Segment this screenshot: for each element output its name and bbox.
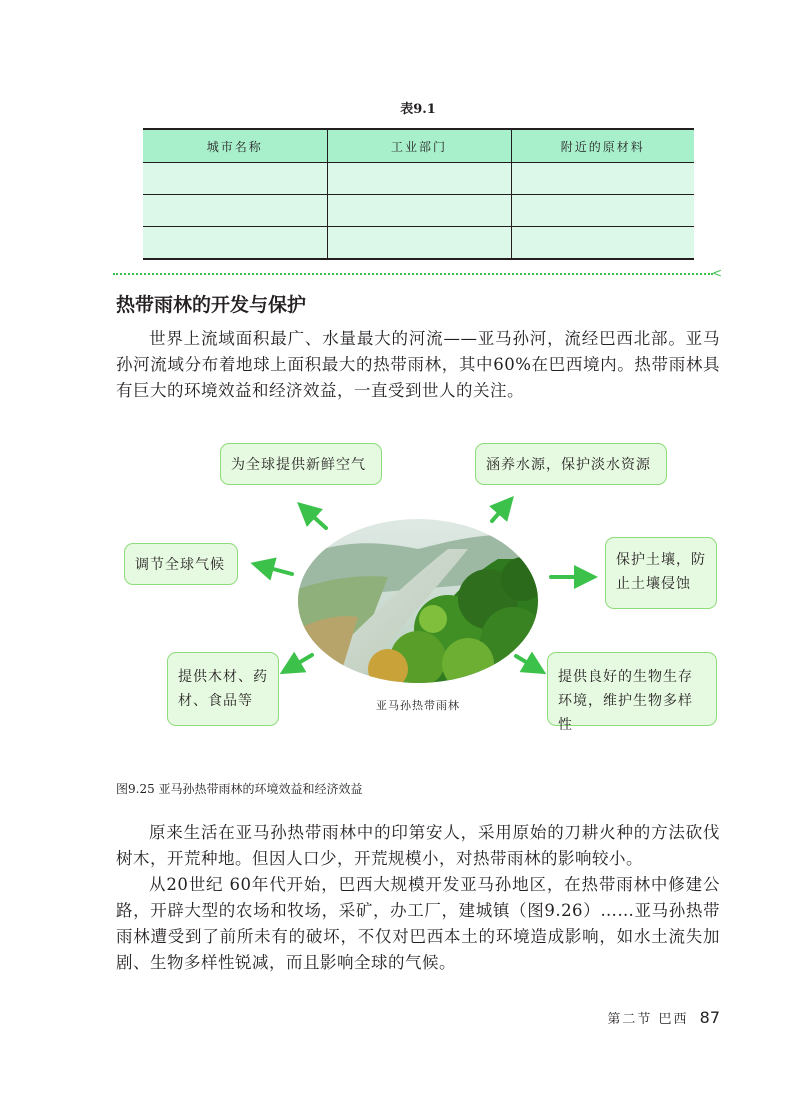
arrow-to-water-icon <box>492 505 506 521</box>
page-footer <box>540 1008 720 1027</box>
benefit-resources: 提供木材、药材、食品等 <box>167 652 279 726</box>
column-header-city: 城市名称 <box>143 129 327 163</box>
benefit-climate-regulation: 调节全球气候 <box>124 543 238 585</box>
section-heading: 热带雨林的开发与保护 <box>116 294 307 316</box>
arrow-to-habitat-icon <box>516 656 536 668</box>
page-number: 87 <box>699 1008 720 1027</box>
benefit-biodiversity: 提供良好的生物生存环境，维护生物多样性 <box>547 652 717 726</box>
column-header-materials: 附近的原材料 <box>511 129 694 163</box>
chevron-left-icon: < <box>712 266 723 280</box>
column-header-industry: 工业部门 <box>327 129 511 163</box>
benefit-soil-protection: 保护土壤，防止土壤侵蚀 <box>605 537 717 609</box>
arrow-to-climate-icon <box>262 566 292 574</box>
figure-caption: 图9.25 亚马孙热带雨林的环境效益和经济效益 <box>116 782 363 796</box>
arrow-to-fresh-air-icon <box>306 510 326 528</box>
rainforest-illustration <box>298 519 538 683</box>
body-paragraph: 世界上流域面积最广、水量最大的河流——亚马孙河，流经巴西北部。亚马孙河流域分布着地球上面积最大的热带雨林，其中60%在巴西境内。热带雨林具有巨大的环境效益和经济效益，一直受到世人的关注。 <box>116 329 720 400</box>
rainforest-caption: 亚马孙热带雨林 <box>376 699 460 712</box>
body-paragraph: 原来生活在亚马孙热带雨林中的印第安人，采用原始的刀耕火种的方法砍伐树木，开荒种地。但因人口少，开荒规模小，对热带雨林的影响较小。 <box>116 823 720 868</box>
body-paragraph: 从20世纪 60年代开始，巴西大规模开发亚马孙地区，在热带雨林中修建公路，开辟大型的农场和牧场，采矿，办工厂，建城镇（图9.26）……亚马孙热带雨林遭受到了前所未有的破坏，不仅对巴西本土的环境造成影响，如水土流失加剧、生物多样性锐减，而且影响全球的气候。 <box>116 875 720 972</box>
benefit-water-conservation: 涵养水源，保护淡水资源 <box>475 443 667 485</box>
table-caption: 表9.1 <box>400 102 436 117</box>
benefit-fresh-air: 为全球提供新鲜空气 <box>220 443 382 485</box>
footer-section-title: 第二节 巴西 <box>607 1012 689 1027</box>
rainforest-photo <box>298 519 538 683</box>
arrow-to-resources-icon <box>290 655 312 668</box>
